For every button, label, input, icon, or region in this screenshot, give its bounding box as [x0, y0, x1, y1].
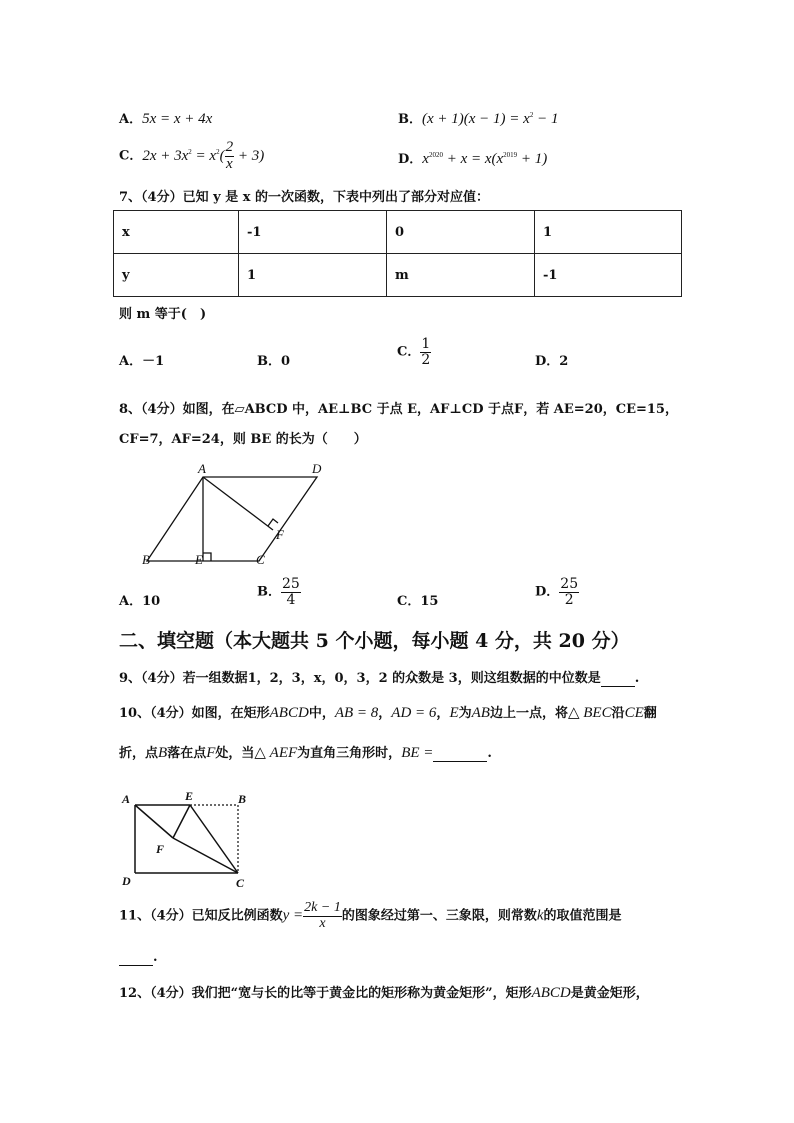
q8-option-b: B． $\frac{25}{4}$ [257, 576, 300, 608]
q8-line1: 8、（4分）如图，在▱ABCD 中，AE⊥BC 于点 E，AF⊥CD 于点F，若 AE=20，CE=15， [119, 402, 678, 417]
q7-option-d: D．2 [535, 354, 569, 369]
q7-value-table [113, 210, 682, 297]
answer-blank[interactable] [119, 950, 153, 966]
label-a: A [198, 461, 206, 476]
q6-option-c: C．$2x + 3x^2 = x^2$( $\frac{2}{x}$ + 3) [119, 139, 265, 172]
q11-line1: 11、（4分）已知反比例函数y = $\frac{2k - 1}{x}$ 的图象经过第一、三象限，则常数k的取值范围是 [119, 900, 622, 931]
q8-option-d: D． $\frac{25}{2}$ [535, 576, 579, 608]
q11-line2: . [119, 950, 158, 966]
q10-line1: 10、（4分）如图，在矩形ABCD中，AB = 8，AD = 6，E为AB边上一点，将△ BEC沿CE翻 [119, 705, 657, 721]
right-angle-f [268, 519, 278, 526]
rectangle-fold-figure [118, 786, 258, 892]
q6-c-fraction: $\frac{2}{x}$ [225, 139, 234, 172]
label-c: C [256, 552, 265, 567]
label-a: A [122, 792, 131, 806]
label-e: E [185, 789, 194, 803]
q6-option-d: D．$x^{2020} + x = x(x^{2019} + 1)$ [398, 151, 548, 167]
answer-blank[interactable] [601, 671, 635, 687]
segment-af [203, 477, 273, 530]
q11-fraction: $\frac{2k - 1}{x}$ [304, 900, 341, 931]
q7-option-a: A．－1 [119, 354, 165, 369]
section-heading: 二、填空题（本大题共 5 个小题，每小题 4 分，共 20 分） [119, 630, 630, 652]
q6-option-b: B．$(x + 1)(x - 1) = x^2 - 1$ [398, 111, 559, 127]
label-e: E [195, 552, 203, 567]
label-c: C [236, 876, 245, 890]
segment-ec [190, 805, 238, 873]
q9-text: 9、（4分）若一组数据1，2，3，x，0，3，2 的众数是 3，则这组数据的中位数是 . [119, 671, 640, 686]
label-b: B [142, 552, 150, 567]
q7-option-c: C． $\frac{1}{2}$ [397, 336, 431, 368]
q10-line2: 折，点B落在点F处，当△ AEF为直角三角形时，BE = . [119, 745, 492, 761]
q8-option-a: A．10 [119, 594, 161, 609]
answer-blank[interactable] [433, 746, 487, 762]
q8-option-c: C．15 [397, 594, 439, 609]
label-b: B [238, 792, 247, 806]
segment-af [135, 805, 173, 838]
segment-fc [173, 838, 238, 873]
q12-line1: 12、（4分）我们把“宽与长的比等于黄金比的矩形称为黄金矩形”，矩形ABCD是黄金矩形， [119, 985, 649, 1001]
segment-fe [173, 805, 190, 838]
label-f: F [276, 527, 284, 542]
right-angle-e [203, 553, 211, 561]
parallelogram-abcd [147, 477, 317, 561]
label-d: D [312, 461, 322, 476]
q7-stem: 7、（4分）已知 y 是 x 的一次函数，下表中列出了部分对应值： [119, 190, 489, 205]
q8-line2: CF=7，AF=24，则 BE 的长为（ ） [119, 432, 367, 447]
q6-option-a: A．5x = x + 4x [119, 111, 213, 127]
q7-option-b: B．0 [257, 354, 291, 369]
label-f: F [156, 842, 165, 856]
parallelogram-figure [135, 458, 335, 570]
table-row: y 1 m -1 [114, 254, 682, 297]
label-d: D [122, 874, 131, 888]
table-row: x -1 0 1 [114, 211, 682, 254]
q7-ask: 则 m 等于( ) [119, 307, 207, 322]
